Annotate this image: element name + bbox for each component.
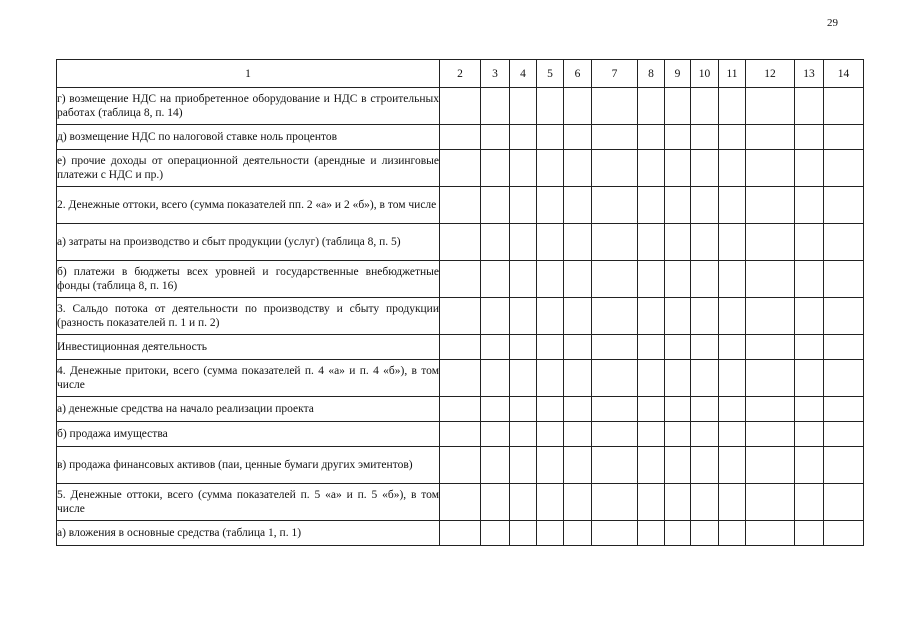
table-cell — [719, 422, 746, 447]
table-row — [57, 125, 864, 150]
column-header-9: 9 — [665, 60, 691, 88]
table-cell — [638, 447, 665, 484]
table-cell — [510, 360, 537, 397]
table-cell — [638, 224, 665, 261]
table-cell — [824, 360, 864, 397]
row-label: е) прочие доходы от операционной деятельности (арендные и лизинговые платежи с НДС и пр.) — [57, 150, 440, 187]
table-cell — [481, 261, 510, 298]
table-cell — [638, 150, 665, 187]
cash-flow-table — [56, 59, 864, 546]
table-cell — [564, 150, 592, 187]
table-row — [57, 397, 864, 422]
table-cell — [440, 187, 481, 224]
row-label: а) денежные средства на начало реализации проекта — [57, 397, 440, 422]
table-cell — [746, 187, 795, 224]
table-cell — [481, 88, 510, 125]
table-cell — [691, 484, 719, 521]
table-cell — [746, 335, 795, 360]
table-cell — [481, 335, 510, 360]
table-cell — [719, 224, 746, 261]
table-cell — [795, 187, 824, 224]
table-row — [57, 447, 864, 484]
table-cell — [564, 484, 592, 521]
row-label: г) возмещение НДС на приобретенное оборудование и НДС в строительных работах (таблица 8, п. 14) — [57, 88, 440, 125]
column-header-4: 4 — [510, 60, 537, 88]
table-cell — [510, 125, 537, 150]
column-header-5: 5 — [537, 60, 564, 88]
table-cell — [638, 125, 665, 150]
table-cell — [665, 360, 691, 397]
table-cell — [824, 187, 864, 224]
row-label: а) вложения в основные средства (таблица 1, п. 1) — [57, 521, 440, 546]
table-cell — [691, 187, 719, 224]
table-cell — [795, 125, 824, 150]
table-cell — [537, 88, 564, 125]
table-cell — [481, 150, 510, 187]
table-cell — [638, 88, 665, 125]
table-cell — [824, 150, 864, 187]
table-cell — [665, 261, 691, 298]
table-cell — [746, 397, 795, 422]
table-cell — [665, 521, 691, 546]
table-cell — [537, 360, 564, 397]
table-cell — [638, 261, 665, 298]
column-header-7: 7 — [592, 60, 638, 88]
table-cell — [746, 224, 795, 261]
table-cell — [746, 261, 795, 298]
table-cell — [746, 521, 795, 546]
table-cell — [537, 150, 564, 187]
table-cell — [665, 484, 691, 521]
table-cell — [537, 261, 564, 298]
table-cell — [537, 484, 564, 521]
table-cell — [510, 88, 537, 125]
table-cell — [440, 224, 481, 261]
table-cell — [564, 88, 592, 125]
table-cell — [665, 125, 691, 150]
table-cell — [481, 447, 510, 484]
table-cell — [795, 360, 824, 397]
column-header-10: 10 — [691, 60, 719, 88]
table-cell — [592, 360, 638, 397]
table-cell — [746, 360, 795, 397]
table-cell — [592, 125, 638, 150]
column-header-6: 6 — [564, 60, 592, 88]
table-cell — [440, 360, 481, 397]
table-cell — [665, 187, 691, 224]
row-label: а) затраты на производство и сбыт продукции (услуг) (таблица 8, п. 5) — [57, 224, 440, 261]
table-cell — [440, 335, 481, 360]
column-header-12: 12 — [746, 60, 795, 88]
table-cell — [592, 422, 638, 447]
table-cell — [510, 521, 537, 546]
table-cell — [719, 298, 746, 335]
table-cell — [719, 150, 746, 187]
table-cell — [638, 187, 665, 224]
table-cell — [440, 150, 481, 187]
table-cell — [719, 335, 746, 360]
table-cell — [481, 521, 510, 546]
table-cell — [795, 447, 824, 484]
table-cell — [795, 261, 824, 298]
table-cell — [691, 125, 719, 150]
table-cell — [564, 261, 592, 298]
table-cell — [746, 298, 795, 335]
table-cell — [440, 521, 481, 546]
table-cell — [592, 150, 638, 187]
table-cell — [719, 261, 746, 298]
table-cell — [537, 187, 564, 224]
table-cell — [537, 125, 564, 150]
row-label: б) продажа имущества — [57, 422, 440, 447]
table-cell — [824, 298, 864, 335]
table-cell — [592, 88, 638, 125]
table-cell — [824, 224, 864, 261]
table-row — [57, 335, 864, 360]
table-cell — [592, 521, 638, 546]
table-cell — [638, 422, 665, 447]
table-cell — [440, 125, 481, 150]
table-cell — [746, 484, 795, 521]
table-cell — [510, 261, 537, 298]
table-cell — [638, 360, 665, 397]
table-cell — [537, 521, 564, 546]
table-header-row — [57, 60, 864, 88]
table-cell — [440, 447, 481, 484]
table-cell — [795, 422, 824, 447]
table-cell — [719, 187, 746, 224]
table-cell — [691, 422, 719, 447]
table-cell — [638, 298, 665, 335]
column-header-8: 8 — [638, 60, 665, 88]
table-cell — [510, 335, 537, 360]
table-cell — [691, 447, 719, 484]
row-label: 3. Сальдо потока от деятельности по производству и сбыту продукции (разность показателей п. 1 и п. 2) — [57, 298, 440, 335]
table-cell — [564, 521, 592, 546]
table-cell — [592, 187, 638, 224]
table-row — [57, 298, 864, 335]
table-cell — [440, 298, 481, 335]
table-cell — [824, 261, 864, 298]
table-cell — [691, 150, 719, 187]
row-label: Инвестиционная деятельность — [57, 335, 440, 360]
table-cell — [592, 224, 638, 261]
table-cell — [564, 125, 592, 150]
table-cell — [440, 397, 481, 422]
table-cell — [795, 397, 824, 422]
table-cell — [440, 261, 481, 298]
table-cell — [510, 397, 537, 422]
table-cell — [592, 335, 638, 360]
table-row — [57, 422, 864, 447]
table-cell — [537, 298, 564, 335]
table-cell — [665, 422, 691, 447]
table-cell — [719, 447, 746, 484]
table-cell — [510, 484, 537, 521]
table-cell — [665, 447, 691, 484]
table-cell — [746, 447, 795, 484]
table-body — [57, 88, 864, 546]
table-cell — [564, 397, 592, 422]
table-cell — [510, 187, 537, 224]
table-row — [57, 88, 864, 125]
table-cell — [564, 187, 592, 224]
table-cell — [824, 335, 864, 360]
table-cell — [481, 484, 510, 521]
table-cell — [824, 521, 864, 546]
table-cell — [592, 397, 638, 422]
column-header-2: 2 — [440, 60, 481, 88]
table-row — [57, 187, 864, 224]
table-cell — [592, 298, 638, 335]
table-cell — [564, 298, 592, 335]
table-cell — [638, 397, 665, 422]
table-cell — [665, 88, 691, 125]
table-cell — [719, 88, 746, 125]
table-cell — [638, 521, 665, 546]
table-cell — [824, 125, 864, 150]
table-cell — [592, 484, 638, 521]
table-cell — [746, 125, 795, 150]
table-cell — [691, 521, 719, 546]
table-cell — [481, 187, 510, 224]
column-header-3: 3 — [481, 60, 510, 88]
table-cell — [592, 261, 638, 298]
table-row — [57, 521, 864, 546]
table-cell — [719, 484, 746, 521]
table-cell — [537, 224, 564, 261]
table-cell — [824, 422, 864, 447]
table-cell — [665, 150, 691, 187]
table-cell — [665, 335, 691, 360]
table-cell — [638, 335, 665, 360]
row-label: б) платежи в бюджеты всех уровней и государственные внебюджетные фонды (таблица 8, п. 16) — [57, 261, 440, 298]
table-cell — [719, 125, 746, 150]
column-header-1: 1 — [57, 60, 440, 88]
table-cell — [564, 335, 592, 360]
table-cell — [795, 88, 824, 125]
table-cell — [795, 521, 824, 546]
table-cell — [746, 88, 795, 125]
table-cell — [665, 298, 691, 335]
table-cell — [510, 422, 537, 447]
table-cell — [795, 335, 824, 360]
table-cell — [537, 397, 564, 422]
table-cell — [537, 335, 564, 360]
column-header-13: 13 — [795, 60, 824, 88]
row-label: 2. Денежные оттоки, всего (сумма показателей пп. 2 «а» и 2 «б»), в том числе — [57, 187, 440, 224]
table-cell — [691, 88, 719, 125]
table-cell — [691, 335, 719, 360]
table-row — [57, 484, 864, 521]
table-cell — [440, 88, 481, 125]
table-cell — [719, 521, 746, 546]
table-cell — [510, 224, 537, 261]
table-cell — [592, 447, 638, 484]
table-cell — [537, 447, 564, 484]
table-cell — [746, 150, 795, 187]
table-cell — [691, 360, 719, 397]
table-cell — [746, 422, 795, 447]
table-cell — [481, 360, 510, 397]
table-row — [57, 360, 864, 397]
table-cell — [719, 360, 746, 397]
row-label: д) возмещение НДС по налоговой ставке ноль процентов — [57, 125, 440, 150]
table-cell — [510, 298, 537, 335]
table-cell — [795, 224, 824, 261]
table-cell — [481, 397, 510, 422]
table-cell — [440, 422, 481, 447]
table-cell — [440, 484, 481, 521]
row-label: 4. Денежные притоки, всего (сумма показателей п. 4 «а» и п. 4 «б»), в том числе — [57, 360, 440, 397]
table-cell — [795, 298, 824, 335]
table-cell — [665, 224, 691, 261]
table-cell — [564, 224, 592, 261]
row-label: в) продажа финансовых активов (паи, ценные бумаги других эмитентов) — [57, 447, 440, 484]
table-cell — [795, 484, 824, 521]
table-cell — [824, 397, 864, 422]
table-cell — [824, 88, 864, 125]
table-cell — [564, 422, 592, 447]
table-cell — [564, 360, 592, 397]
table-cell — [824, 447, 864, 484]
table-cell — [481, 298, 510, 335]
row-label: 5. Денежные оттоки, всего (сумма показателей п. 5 «а» и п. 5 «б»), в том числе — [57, 484, 440, 521]
table-row — [57, 150, 864, 187]
column-header-11: 11 — [719, 60, 746, 88]
table-cell — [481, 422, 510, 447]
table-cell — [824, 484, 864, 521]
table-row — [57, 224, 864, 261]
page-number: 29 — [827, 17, 838, 29]
table-cell — [795, 150, 824, 187]
table-cell — [564, 447, 592, 484]
table-cell — [691, 224, 719, 261]
table-cell — [691, 397, 719, 422]
table-cell — [691, 261, 719, 298]
table-cell — [510, 447, 537, 484]
table-cell — [481, 125, 510, 150]
table-cell — [691, 298, 719, 335]
column-header-14: 14 — [824, 60, 864, 88]
table-cell — [537, 422, 564, 447]
table-row — [57, 261, 864, 298]
table-cell — [510, 150, 537, 187]
table-cell — [638, 484, 665, 521]
table-cell — [665, 397, 691, 422]
table-cell — [719, 397, 746, 422]
table-cell — [481, 224, 510, 261]
